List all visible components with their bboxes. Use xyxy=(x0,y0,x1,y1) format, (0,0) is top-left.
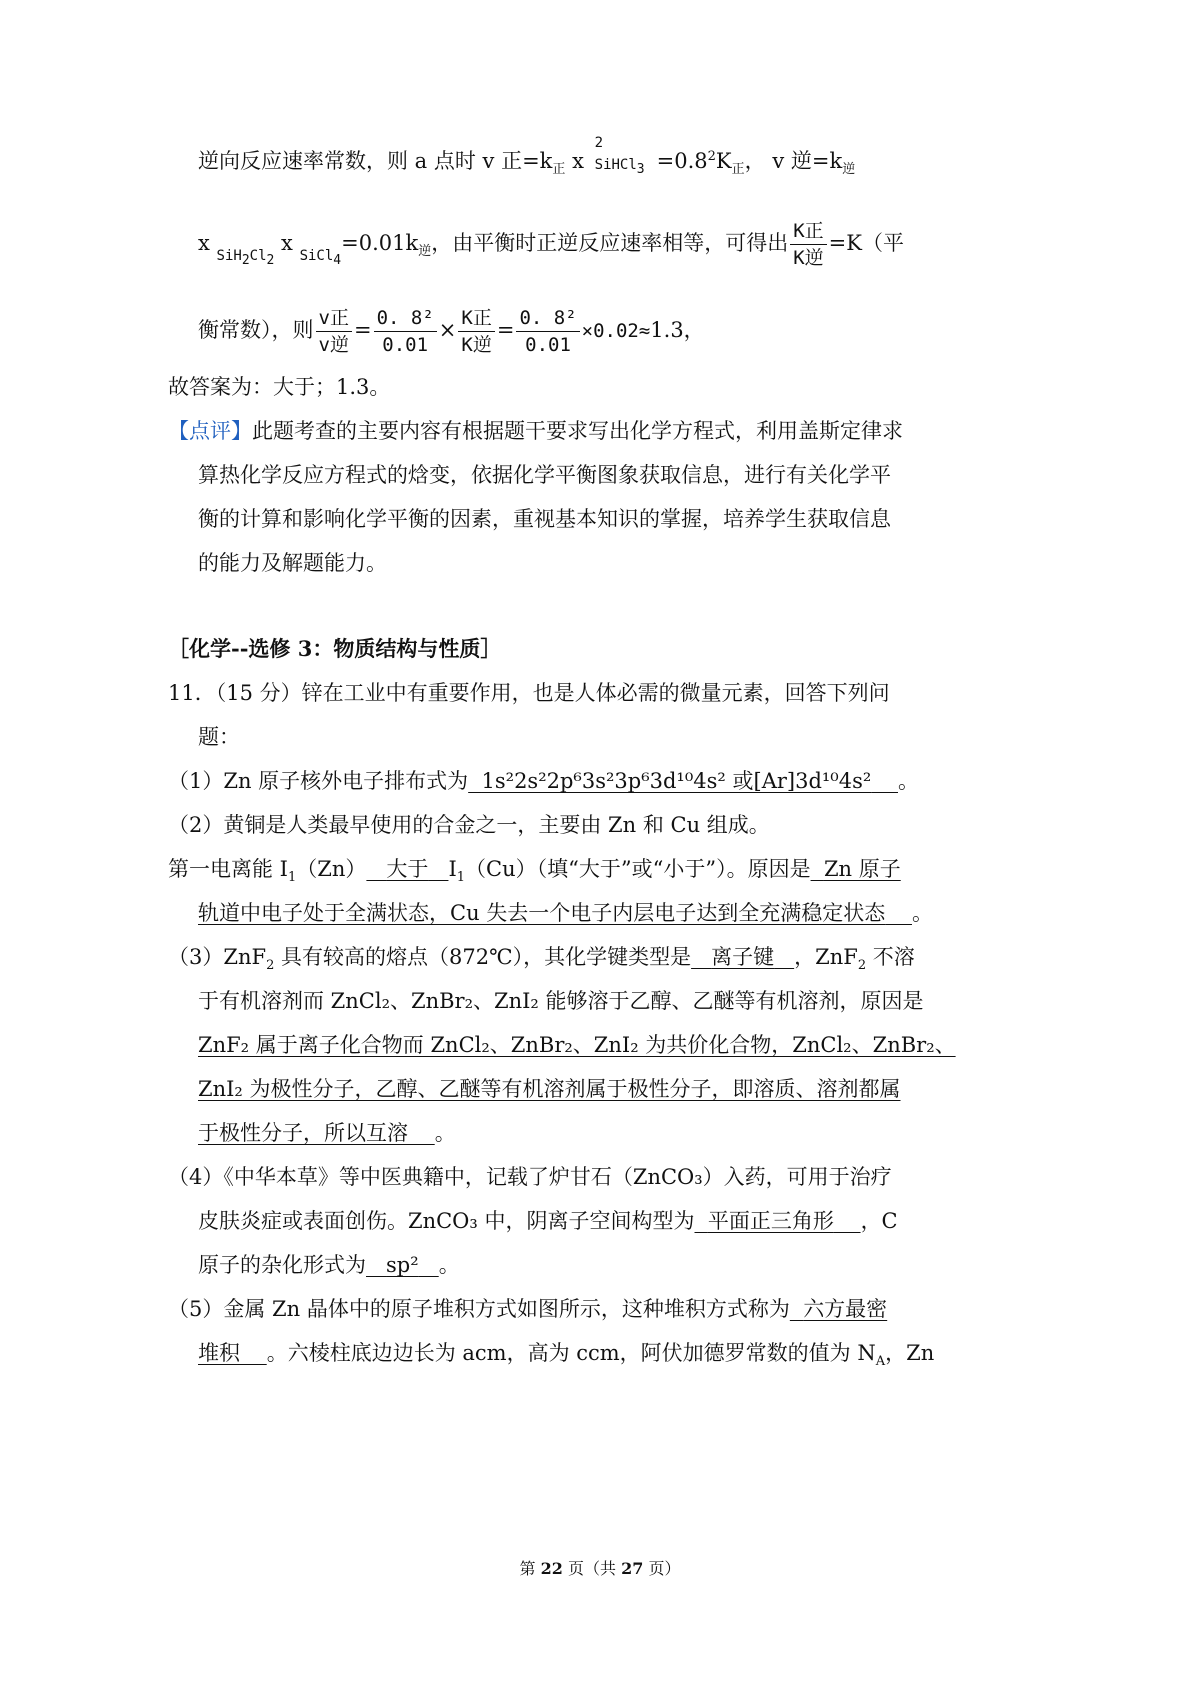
question-11-line-1: 11．（15 分）锌在工业中有重要作用，也是人体必需的微量元素，回答下列问 xyxy=(168,681,890,705)
comment-tag: 【点评】 xyxy=(168,419,252,443)
v-ratio-fraction: $\frac{\text{v正}}{\text{v逆}}$ xyxy=(316,305,352,358)
question-11-line-2: 题： xyxy=(198,725,240,749)
mole-fraction-sihcl3: 2 SiHCl$_3$ xyxy=(594,135,645,177)
subquestion-4-line-1: （4）《中华本草》等中医典籍中，记载了炉甘石（ZnCO₃）入药，可用于治疗 xyxy=(168,1165,892,1189)
subquestion-5-line-1: （5）金属 Zn 晶体中的原子堆积方式如图所示，这种堆积方式称为 六方最密 xyxy=(168,1297,888,1321)
subquestion-3-line-2: 于有机溶剂而 ZnCl₂、ZnBr₂、ZnI₂ 能够溶于乙醇、乙醚等有机溶剂，原因是 xyxy=(198,989,924,1013)
solution-line-3: 衡常数），则 $\frac{\text{v正}}{\text{v逆}}$ = $\frac{\text{0. 8²}}{0.01}$ × $\frac{\text{K正}}{\text{K逆}}$ = $\frac{\text{0. 8²}}{0.01}$ ×0.02≈1.3， xyxy=(198,307,705,356)
comment-line-1: 【点评】此题考查的主要内容有根据题干要求写出化学方程式，利用盖斯定律求 xyxy=(168,419,903,443)
answer-ionization: 大于 xyxy=(386,857,429,881)
answer-reason: 轨道中电子处于全满状态，Cu 失去一个电子内层电子达到全充满稳定状态 xyxy=(198,901,886,925)
solution-line-1: 逆向反应速率常数，则 a 点时 v 正$=k_正$ x 2 SiHCl$_3$ $=0.8^2K_正$， v 逆$=k_逆$ xyxy=(198,135,856,178)
page-number: 22 xyxy=(540,1559,563,1578)
subquestion-3-line-3: ZnF₂ 属于离子化合物而 ZnCl₂、ZnBr₂、ZnI₂ 为共价化合物，ZnCl₂、ZnBr₂、 xyxy=(198,1033,956,1057)
subquestion-2-line-3: 轨道中电子处于全满状态，Cu 失去一个电子内层电子达到全充满稳定状态 。 xyxy=(198,901,933,925)
solution-line-2: x $_{SiH_2Cl_2}$ x $_{SiCl_4}=0.01k_逆$，由平衡时正逆反应速率相等，可得出 $\frac{\text{K正}}{\text{K逆}}$ =K（平 xyxy=(198,220,904,269)
comment-line-2: 算热化学反应方程式的焓变，依据化学平衡图象获取信息，进行有关化学平 xyxy=(198,463,891,487)
subquestion-3-line-1: （3）ZnF$_2$ 具有较高的熔点（872℃），其化学键类型是 离子键 ，ZnF$_2$ 不溶 xyxy=(168,945,915,974)
answer-bond-type: 离子键 xyxy=(711,945,775,969)
comment-line-3: 衡的计算和影响化学平衡的因素，重视基本知识的掌握，培养学生获取信息 xyxy=(198,507,891,531)
subquestion-1: （1）Zn 原子核外电子排布式为 1s²2s²2p⁶3s²3p⁶3d¹⁰4s² 或[Ar]3d¹⁰4s² 。 xyxy=(168,769,919,793)
page-footer: 第 22 页（共 27 页） xyxy=(519,1559,681,1578)
k-ratio-fraction: $\frac{\text{K正}}{\text{K逆}}$ xyxy=(790,218,826,271)
subquestion-3-line-4: ZnI₂ 为极性分子，乙醇、乙醚等有机溶剂属于极性分子，即溶质、溶剂都属 xyxy=(198,1077,901,1101)
subquestion-5-line-2: 堆积 。六棱柱底边边长为 acm，高为 ccm，阿伏加德罗常数的值为 $N_A$，Zn xyxy=(198,1341,935,1370)
comment-line-4: 的能力及解题能力。 xyxy=(198,551,387,575)
section-title: ［化学--选修 3：物质结构与性质］ xyxy=(168,636,502,661)
subquestion-4-line-3: 原子的杂化形式为 sp² 。 xyxy=(198,1253,460,1277)
answer-hybridization: sp² xyxy=(386,1253,419,1277)
subquestion-2-line-2: 第一电离能 $I_1(Zn)$ 大于 $I_1(Cu)$（填“大于”或“小于”）。原因是 Zn 原子 xyxy=(168,857,901,886)
subquestion-2-line-1: （2）黄铜是人类最早使用的合金之一，主要由 Zn 和 Cu 组成。 xyxy=(168,813,770,837)
answer-electron-config: 1s²2s²2p⁶3s²3p⁶3d¹⁰4s² 或[Ar]3d¹⁰4s² xyxy=(481,769,872,793)
page-total: 27 xyxy=(621,1559,644,1578)
subquestion-3-line-5: 于极性分子，所以互溶 。 xyxy=(198,1121,456,1145)
answer-packing: 六方最密 xyxy=(803,1297,888,1321)
answer-geometry: 平面正三角形 xyxy=(707,1209,834,1233)
subquestion-4-line-2: 皮肤炎症或表面创伤。ZnCO₃ 中，阴离子空间构型为 平面正三角形 ，C xyxy=(198,1209,898,1233)
answer-line: 故答案为：大于；1.3。 xyxy=(168,375,391,399)
